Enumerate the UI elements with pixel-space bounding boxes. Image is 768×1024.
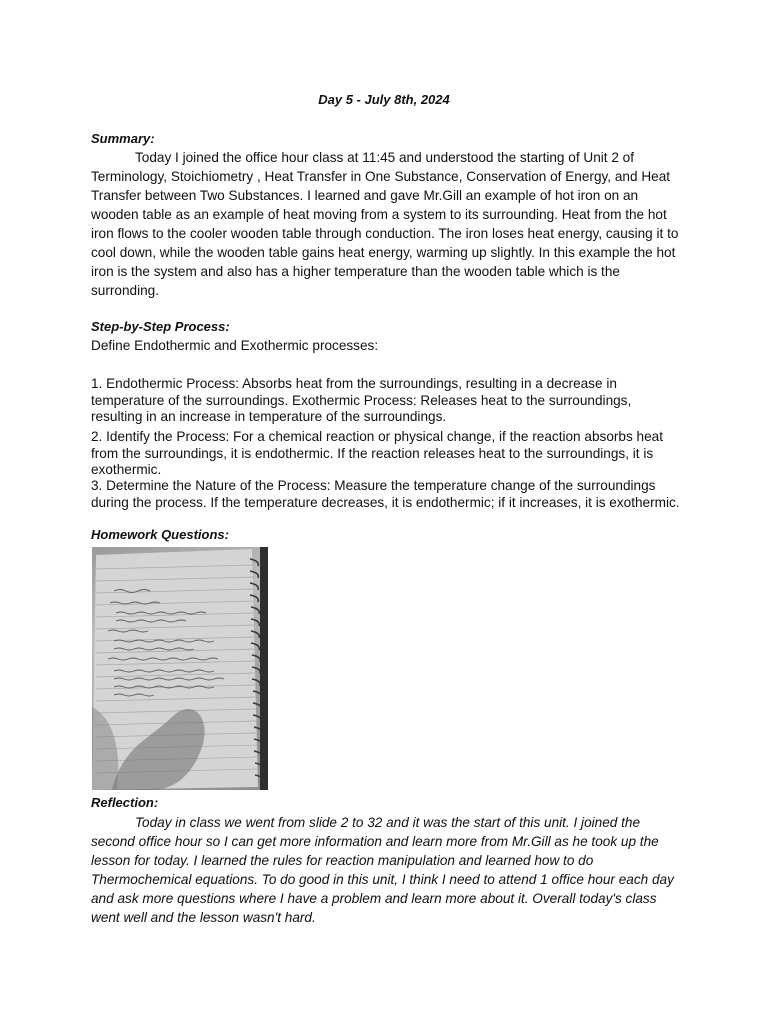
notebook-photo-drawing — [92, 547, 268, 790]
reflection-text: Today in class we went from slide 2 to 32 and it was the start of this unit. I joined the second office hour so I can get more information and learn more from Mr.Gill as he took up the lesson for today. I learned the rules for reaction manipulation and learned how to do Thermochemical equations. To do good in this unit, I think I need to attend 1 office hour each day and ask more questions where I have a problem and learn more about it. Overall today's class went well and the lesson wasn't hard. — [91, 815, 674, 925]
summary-paragraph — [91, 148, 681, 300]
process-intro: Define Endothermic and Exothermic processes: — [91, 338, 379, 353]
process-step-3: 3. Determine the Nature of the Process: Measure the temperature change of the surroundings during the process. If the temperature decreases, it is endothermic; if it increases, it is exothermic. — [91, 478, 680, 510]
reflection-heading: Reflection: — [91, 795, 159, 810]
page-title: Day 5 - July 8th, 2024 — [318, 92, 450, 107]
process-heading: Step-by-Step Process: — [91, 319, 230, 334]
process-step-1: 1. Endothermic Process: Absorbs heat from the surroundings, resulting in a decrease in temperature of the surroundings. Exothermic Process: Releases heat to the surroundings, resulting in an increase in temperature of the surroundings. — [91, 376, 632, 424]
homework-notebook-photo — [92, 547, 268, 790]
summary-text: Today I joined the office hour class at 11:45 and understood the starting of Unit 2 of Terminology, Stoichiometry , Heat Transfer in One Substance, Conservation of Energy, and Heat Transfer between Two Substances. I learned and gave Mr.Gill an example of hot iron on an wooden table as an example of heat moving from a system to its surrounding. Heat from the hot iron flows to the cooler wooden table through conduction. The iron loses heat energy, causing it to cool down, while the wooden table gains heat energy, warming up slightly. In this example the hot iron is the system and also has a higher temperature than the wooden table which is the surronding. — [91, 150, 679, 298]
process-step-2: 2. Identify the Process: For a chemical reaction or physical change, if the reaction absorbs heat from the surroundings, it is endothermic. If the reaction releases heat to the surroundings, it is exothermic. — [91, 429, 663, 477]
homework-heading: Homework Questions: — [91, 527, 229, 542]
summary-heading: Summary: — [91, 131, 155, 146]
reflection-paragraph — [91, 813, 681, 927]
